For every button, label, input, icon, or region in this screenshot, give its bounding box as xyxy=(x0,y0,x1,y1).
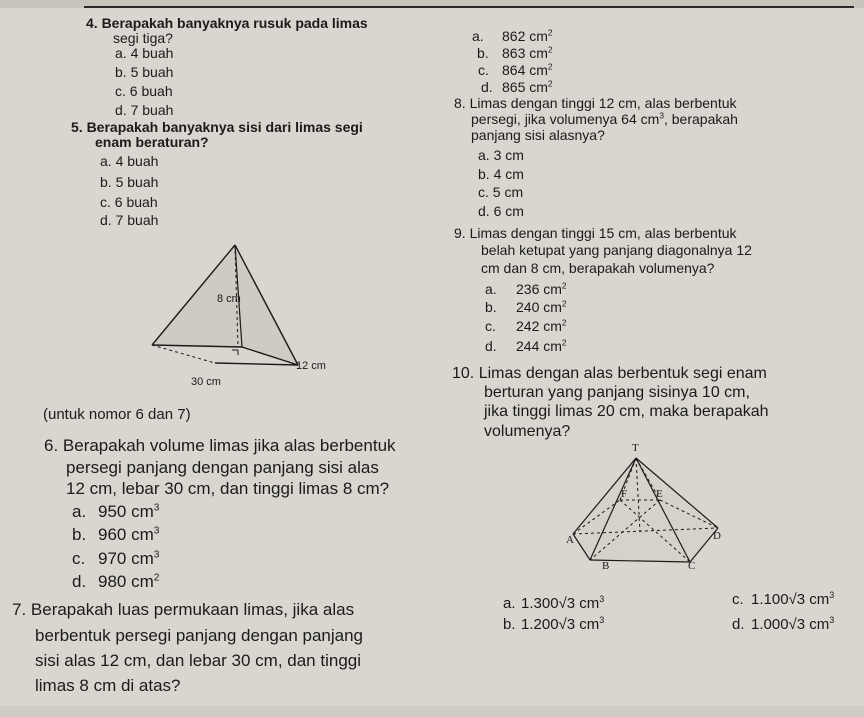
fig1-width-label: 30 cm xyxy=(191,376,221,388)
q9-question-line3: cm dan 8 cm, berapakah volumenya? xyxy=(481,260,715,276)
q10-b-value: 1.200√3 $cm^3$ xyxy=(521,615,605,633)
q9-a-label: a. xyxy=(485,281,497,297)
q4r-d-value: 865 $cm^2$ xyxy=(502,78,553,95)
q10-question-line1: 10. Limas dengan alas berbentuk segi enam xyxy=(452,365,767,382)
q4r-b-label: b. xyxy=(477,45,489,61)
q4-option-a: a. 4 buah xyxy=(115,45,174,61)
q5-option-b: b. 5 buah xyxy=(100,174,159,190)
fig1-depth-label: 12 cm xyxy=(296,360,326,372)
q8-question-line2: persegi, jika volumenya 64 $cm^3$, berapakah xyxy=(471,110,738,127)
q10-question-line3: jika tinggi limas 20 cm, maka berapakah xyxy=(484,403,769,420)
q7-question-line1: 7. Berapakah luas permukaan limas, jika alas xyxy=(12,600,355,619)
q10-question-line4: volumenya? xyxy=(484,423,571,440)
q7-question-line3: sisi alas 12 cm, dan lebar 30 cm, dan tinggi xyxy=(35,651,362,670)
q5-option-c: c. 6 buah xyxy=(100,194,158,210)
q5-question-line2: enam beraturan? xyxy=(95,134,209,150)
q4r-b-value: 863 $cm^2$ xyxy=(502,44,553,61)
q10-d-value: 1.000√3 $cm^3$ xyxy=(751,615,835,633)
fig2-vertex-c: C xyxy=(688,560,696,572)
q9-a-value: 236 $cm^2$ xyxy=(516,280,567,297)
worksheet-frame-line xyxy=(84,6,854,8)
q10-a-label: a. xyxy=(503,595,516,612)
q9-b-value: 240 $cm^2$ xyxy=(516,298,567,315)
q4-question-line1: 4. Berapakah banyaknya rusuk pada limas xyxy=(86,15,368,31)
q9-d-label: d. xyxy=(485,338,497,354)
q4r-c-label: c. xyxy=(478,62,489,78)
q6-d-label: d. xyxy=(72,572,87,591)
fig1-height-label: 8 cm xyxy=(217,293,241,305)
q4r-a-value: 862 $cm^2$ xyxy=(502,27,553,44)
q6-d-value: 980 $cm^2$ xyxy=(98,572,160,591)
q4r-d-label: d. xyxy=(481,79,493,95)
q10-a-value: 1.300√3 $cm^3$ xyxy=(521,594,605,612)
q9-question-line2: belah ketupat yang panjang diagonalnya 12 xyxy=(481,242,752,258)
q8-option-a: a. 3 cm xyxy=(478,147,524,163)
q4r-a-label: a. xyxy=(472,28,484,44)
q9-c-label: c. xyxy=(485,318,496,334)
fig2-vertex-f: F xyxy=(621,488,628,500)
q6-question-line3: 12 cm, lebar 30 cm, dan tinggi limas 8 cm? xyxy=(66,479,390,498)
q6-c-label: c. xyxy=(72,549,86,568)
q5-option-d: d. 7 buah xyxy=(100,212,159,228)
q5-option-a: a. 4 buah xyxy=(100,153,159,169)
fig2-vertex-e: E xyxy=(656,488,663,500)
q10-d-label: d. xyxy=(732,616,745,633)
q10-c-value: 1.100√3 $cm^3$ xyxy=(751,590,835,608)
q7-question-line4: limas 8 cm di atas? xyxy=(35,676,181,695)
q6-a-label: a. xyxy=(72,502,87,521)
q7-question-line2: berbentuk persegi panjang dengan panjang xyxy=(35,626,363,645)
q8-question-line1: 8. Limas dengan tinggi 12 cm, alas berbentuk xyxy=(454,95,737,111)
fig2-vertex-d: D xyxy=(713,530,721,542)
q9-d-value: 244 $cm^2$ xyxy=(516,337,567,354)
q8-option-b: b. 4 cm xyxy=(478,166,524,182)
figure1-caption: (untuk nomor 6 dan 7) xyxy=(43,406,191,423)
q5-question-line1: 5. Berapakah banyaknya sisi dari limas segi xyxy=(71,119,363,135)
q4r-c-value: 864 $cm^2$ xyxy=(502,61,553,78)
q6-b-label: b. xyxy=(72,525,87,544)
q9-b-label: b. xyxy=(485,299,497,315)
q4-option-c: c. 6 buah xyxy=(115,83,173,99)
q10-b-label: b. xyxy=(503,616,516,633)
q9-c-value: 242 $cm^2$ xyxy=(516,317,567,334)
q6-a-value: 950 $cm^3$ xyxy=(98,502,160,521)
q10-c-label: c. xyxy=(732,591,744,608)
fig2-apex-label: T xyxy=(632,442,639,454)
q10-question-line2: berturan yang panjang sisinya 10 cm, xyxy=(484,384,750,401)
q9-question-line1: 9. Limas dengan tinggi 15 cm, alas berbentuk xyxy=(454,225,737,241)
q4-option-d: d. 7 buah xyxy=(115,102,174,118)
fig2-vertex-a: A xyxy=(566,534,574,546)
page-bottom-edge xyxy=(0,706,864,717)
q8-option-d: d. 6 cm xyxy=(478,203,524,219)
q8-option-c: c. 5 cm xyxy=(478,184,524,200)
q6-b-value: 960 $cm^3$ xyxy=(98,525,160,544)
q4-option-b: b. 5 buah xyxy=(115,64,174,80)
q6-c-value: 970 $cm^3$ xyxy=(98,549,160,568)
fig2-vertex-b: B xyxy=(602,560,610,572)
q6-question-line2: persegi panjang dengan panjang sisi alas xyxy=(66,458,379,477)
q8-question-line3: panjang sisi alasnya? xyxy=(471,127,605,143)
q4-question-line2: segi tiga? xyxy=(113,30,173,46)
q6-question-line1: 6. Berapakah volume limas jika alas berbentuk xyxy=(44,436,396,455)
hexagonal-pyramid-figure xyxy=(560,450,730,580)
